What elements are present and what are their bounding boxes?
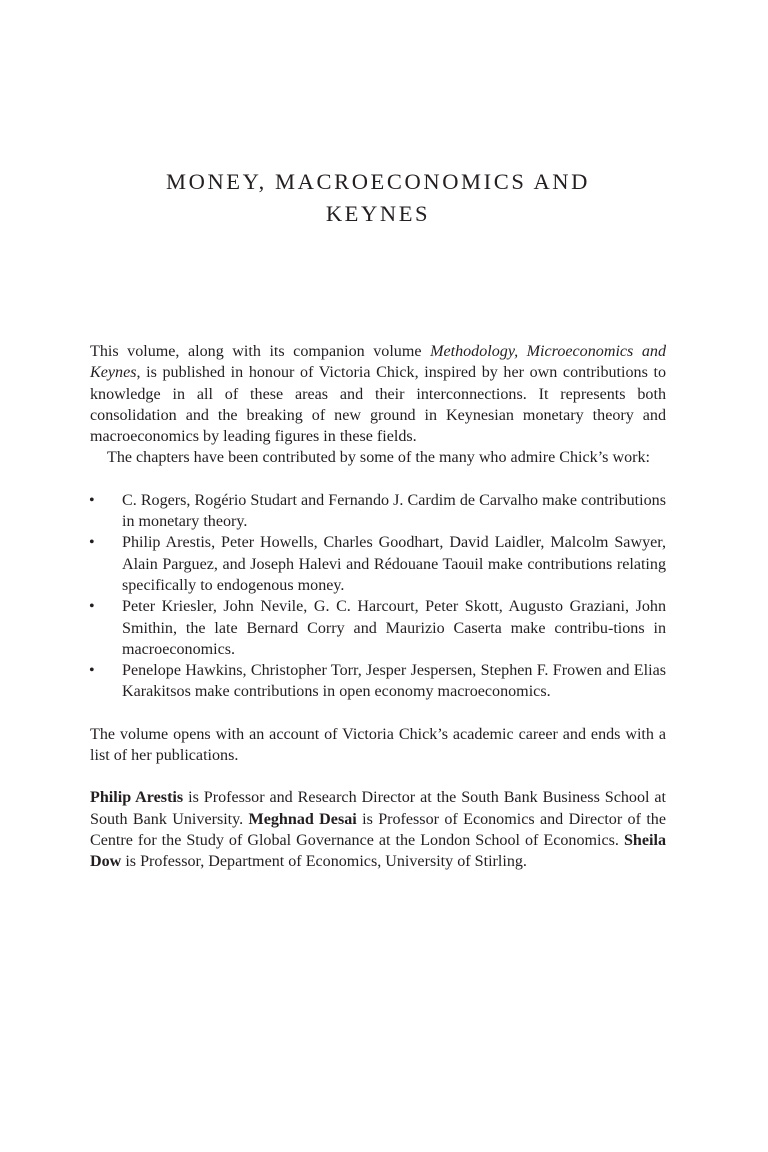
- list-item-text: Penelope Hawkins, Christopher Torr, Jesper Jespersen, Stephen F. Frowen and Elias Karakitsos make contributions in open economy macroeconomics.: [122, 662, 666, 701]
- book-title: [140, 166, 616, 230]
- contributors-list: [90, 490, 666, 703]
- editor-name-dow: Sheila Dow: [90, 831, 666, 871]
- book-title-line-1: MONEY, MACROECONOMICS AND: [165, 169, 590, 194]
- blurb-body: [90, 341, 666, 873]
- editor-name-arestis: Philip Arestis: [90, 789, 184, 807]
- list-item: [90, 596, 666, 660]
- editors-paragraph: [90, 787, 666, 872]
- list-item: [90, 490, 666, 533]
- intro-text-end: , is published in honour of Victoria Chick, inspired by her own contributions to knowledge in all of these areas and their interconnections. It represents both consolidation and the breaking of new ground in Keynesian monetary theory and macroeconomics by leading figures in these fields.: [90, 364, 666, 446]
- bullet-icon: •: [89, 534, 95, 552]
- editor-bio-arestis: is Professor and Research Director at the South Bank Business School at South Bank University.: [90, 789, 667, 828]
- list-item-text: Philip Arestis, Peter Howells, Charles Goodhart, David Laidler, Malcolm Sawyer, Alain Parguez, and Joseph Halevi and Rédouane Taouil make contributions relating specifically to endogenous money.: [122, 534, 666, 594]
- closing-paragraph: The volume opens with an account of Victoria Chick’s academic career and ends with a list of her publications.: [90, 725, 666, 765]
- editor-bio-desai: is Professor of Economics and Director of the Centre for the Study of Global Governance at the London School of Economics.: [90, 810, 666, 849]
- list-item: [90, 532, 666, 596]
- list-item-text: C. Rogers, Rogério Studart and Fernando J. Cardim de Carvalho make contributions in monetary theory.: [122, 491, 666, 531]
- bullet-icon: •: [89, 491, 95, 509]
- intro-text-start: This volume, along with its companion volume: [90, 343, 431, 360]
- book-title-line-2: KEYNES: [325, 201, 431, 226]
- intro-paragraph: [90, 341, 666, 447]
- bullet-icon: •: [89, 598, 95, 616]
- list-item: [90, 660, 666, 703]
- list-item-text: Peter Kriesler, John Nevile, G. C. Harcourt, Peter Skott, Augusto Graziani, John Smithin, the late Bernard Corry and Maurizio Caserta make contribu-tions in macroeconomics.: [122, 598, 666, 658]
- companion-volume-title: Methodology, Microeconomics and Keynes: [90, 343, 666, 382]
- editor-name-desai: Meghnad Desai: [248, 810, 357, 828]
- chapters-intro-paragraph: The chapters have been contributed by some of the many who admire Chick’s work:: [107, 449, 651, 467]
- editor-bio-dow: is Professor, Department of Economics, University of Stirling.: [121, 853, 527, 871]
- bullet-icon: •: [89, 662, 95, 680]
